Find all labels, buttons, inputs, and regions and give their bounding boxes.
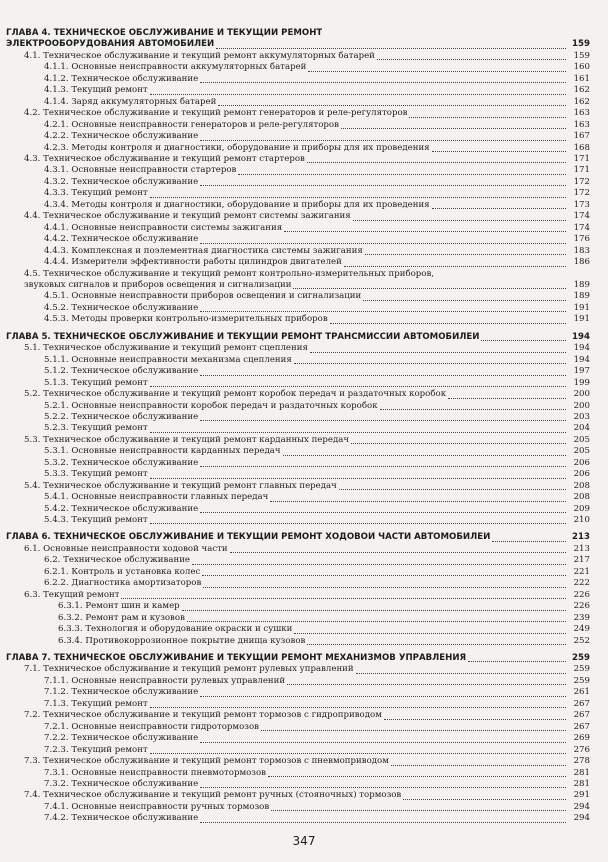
toc-entry: [6, 802, 590, 813]
toc-page-number: 206: [573, 469, 590, 480]
toc-dot-leader: [150, 197, 566, 198]
toc-dot-leader: [192, 564, 566, 565]
toc-entry-title: 5.4.2. Техническое обслуживание: [44, 503, 199, 514]
toc-entry: [6, 687, 590, 698]
toc-entry-title: 7.4. Техническое обслуживание и текущий ремонт ручных (стояночных) тормозов: [24, 790, 402, 801]
toc-entry-title: 4.1.4. Заряд аккумуляторных батарей: [44, 96, 217, 107]
toc-entry-title: 6.2.2. Диагностика амортизаторов: [44, 578, 202, 589]
toc-page-number: 267: [573, 710, 590, 721]
toc-entry: [6, 131, 590, 142]
toc-entry: [6, 269, 590, 280]
toc-entry-title: 7.2.1. Основные неисправности гидротормозов: [44, 721, 259, 732]
toc-page-number: 189: [573, 291, 590, 302]
toc-entry: [6, 722, 590, 733]
toc-entry: [6, 280, 590, 291]
toc-entry-title: ЭЛЕКТРООБОРУДОВАНИЯ АВТОМОБИЛЕЙ: [6, 39, 215, 50]
toc-entry-title: ГЛАВА 4. ТЕХНИЧЕСКОЕ ОБСЛУЖИВАНИЕ И ТЕКУЩИЙ РЕМОНТ: [6, 28, 323, 38]
toc-page-number: 163: [573, 119, 590, 130]
toc-page-number: 189: [573, 279, 590, 290]
toc-entry: [6, 200, 590, 211]
toc-entry: [6, 303, 590, 314]
toc-entry-title: 4.5.2. Техническое обслуживание: [44, 302, 199, 313]
toc-entry: [6, 246, 590, 257]
toc-entry: [6, 389, 590, 400]
toc-entry: [6, 676, 590, 687]
page-number: 347: [292, 834, 316, 848]
toc-entry: [6, 62, 590, 73]
toc-page-number: 210: [573, 515, 590, 526]
toc-entry: [6, 412, 590, 423]
toc-entry: [6, 85, 590, 96]
toc-entry-title: 7.1.3. Текущий ремонт: [44, 698, 148, 709]
toc-entry-title: 4.2. Техническое обслуживание и текущий ремонт генераторов и реле-регуляторов: [24, 108, 408, 119]
toc-entry-title: 5.3.3. Текущий ремонт: [44, 469, 148, 480]
toc-entry-title: 5.4.1. Основные неисправности главных передач: [44, 492, 269, 503]
toc-page-number: 191: [573, 314, 590, 325]
toc-dot-leader: [200, 822, 566, 823]
toc-entry-title: 4.3.3. Текущий ремонт: [44, 188, 148, 199]
toc-page-number: 194: [572, 331, 590, 342]
toc-entry: [6, 314, 590, 325]
toc-entry: [6, 578, 590, 589]
toc-entry-title: 5.3.2. Техническое обслуживание: [44, 457, 199, 468]
toc-entry: [6, 223, 590, 234]
toc-entry: [6, 108, 590, 119]
toc-page-number: 217: [573, 555, 590, 566]
toc-dot-leader: [202, 575, 566, 576]
toc-dot-leader: [121, 598, 566, 599]
toc-dot-leader: [150, 523, 566, 524]
toc-entry-title: 4.2.1. Основные неисправности генераторов и реле-регуляторов: [44, 119, 339, 130]
toc-entry: [6, 165, 590, 176]
toc-page-number: 259: [573, 664, 590, 675]
toc-entry-title: 5.4. Техническое обслуживание и текущий ремонт главных передач: [24, 480, 337, 491]
toc-entry: [6, 555, 590, 566]
toc-dot-leader: [150, 386, 566, 387]
toc-page-number: 174: [573, 211, 590, 222]
toc-entry-title: ГЛАВА 5. ТЕХНИЧЕСКОЕ ОБСЛУЖИВАНИЕ И ТЕКУЩИЙ РЕМОНТ ТРАНСМИССИИ АВТОМОБИЛЕЙ: [6, 331, 480, 342]
toc-page-number: 171: [573, 165, 590, 176]
toc-entry: [6, 515, 590, 526]
toc-dot-leader: [203, 587, 566, 588]
toc-dot-leader: [468, 661, 566, 662]
toc-entry-title: 7.4.1. Основные неисправности ручных тормозов: [44, 801, 270, 812]
toc-entry-title: 4.4.4. Измерители эффективности работы цилиндров двигателей: [44, 257, 342, 268]
toc-entry: [6, 177, 590, 188]
toc-entry-title: 7.3.2. Техническое обслуживание: [44, 779, 199, 789]
toc-dot-leader: [384, 719, 566, 720]
toc-entry: [6, 291, 590, 302]
toc-dot-leader: [150, 707, 566, 708]
toc-entry: [6, 458, 590, 469]
toc-entry-title: 4.1.3. Текущий ремонт: [44, 85, 148, 96]
toc-entry: [6, 664, 590, 675]
toc-entry-title: 4.3.4. Методы контроля и диагностики, оборудование и приборы для их проведения: [44, 199, 430, 210]
toc-entry-title: 7.3.1. Основные неисправности пневмотормозов: [44, 767, 267, 778]
toc-dot-leader: [238, 174, 566, 175]
toc-entry-title: 7.1.2. Техническое обслуживание: [44, 687, 199, 698]
toc-page-number: 259: [572, 653, 590, 664]
toc-dot-leader: [344, 266, 566, 267]
toc-page-number: 267: [573, 698, 590, 709]
toc-entry-title: 6.2.1. Контроль и установка колес: [44, 566, 201, 577]
toc-dot-leader: [356, 673, 566, 674]
toc-dot-leader: [330, 323, 566, 324]
toc-page-number: 200: [573, 400, 590, 411]
toc-entry: [6, 733, 590, 744]
toc-page-number: 213: [573, 543, 590, 554]
toc-page-number: 183: [573, 245, 590, 256]
toc-entry-title: 4.5. Техническое обслуживание и текущий ремонт контрольно-измерительных приборов,: [24, 268, 435, 279]
toc-page-number: 213: [572, 532, 590, 543]
toc-entry-title: 7.4.2. Техническое обслуживание: [44, 813, 199, 824]
toc-entry: [6, 97, 590, 108]
toc-page-number: 281: [573, 779, 590, 789]
toc-entry: [6, 790, 590, 801]
toc-entry: [6, 51, 590, 62]
toc-page-number: 294: [573, 801, 590, 812]
toc-dot-leader: [200, 742, 566, 743]
toc-entry-title: 5.2.2. Техническое обслуживание: [44, 411, 199, 422]
toc-entry-title: ГЛАВА 7. ТЕХНИЧЕСКОЕ ОБСЛУЖИВАНИЕ И ТЕКУЩИЙ РЕМОНТ МЕХАНИЗМОВ УПРАВЛЕНИЯ: [6, 653, 467, 664]
toc-entry: [6, 624, 590, 635]
toc-dot-leader: [391, 765, 566, 766]
toc-page-number: 159: [573, 50, 590, 61]
toc-page-number: 281: [573, 767, 590, 778]
toc-entry-title: 4.5.1. Основные неисправности приборов освещения и сигнализации: [44, 291, 362, 302]
toc-page-number: 173: [573, 199, 590, 210]
toc-chapter-heading: [6, 332, 590, 343]
toc-page-number: 259: [573, 675, 590, 686]
toc-dot-leader: [230, 552, 566, 553]
toc-entry-title: 4.4.1. Основные неисправности системы зажигания: [44, 222, 283, 233]
toc-dot-leader: [200, 512, 566, 513]
toc-page-number: 163: [573, 108, 590, 119]
toc-dot-leader: [293, 288, 566, 289]
toc-entry: [6, 366, 590, 377]
toc-page-number: 261: [573, 687, 590, 698]
toc-entry-title: 4.3.2. Техническое обслуживание: [44, 176, 199, 187]
toc-entry-title: 7.2. Техническое обслуживание и текущий ремонт тормозов с гидроприводом: [24, 710, 382, 721]
toc-entry-title: звуковых сигналов и приборов освещения и сигнализации: [24, 279, 292, 290]
toc-dot-leader: [403, 799, 566, 800]
toc-entry-title: 6.1. Основные неисправности ходовой части: [24, 543, 228, 554]
toc-dot-leader: [200, 82, 566, 83]
toc-chapter-heading: [6, 532, 590, 543]
toc-chapter-heading: [6, 28, 590, 39]
toc-entry: [6, 378, 590, 389]
toc-page-number: 176: [573, 234, 590, 245]
toc-dot-leader: [432, 208, 566, 209]
toc-entry-title: ГЛАВА 6. ТЕХНИЧЕСКОЕ ОБСЛУЖИВАНИЕ И ТЕКУЩИЙ РЕМОНТ ХОДОВОЙ ЧАСТИ АВТОМОБИЛЕЙ: [6, 532, 491, 543]
toc-entry-title: 4.1. Техническое обслуживание и текущий ремонт аккумуляторных батарей: [24, 50, 375, 61]
toc-entry-title: 5.1.3. Текущий ремонт: [44, 377, 148, 388]
toc-dot-leader: [363, 300, 566, 301]
table-of-contents: [6, 28, 590, 825]
toc-page-number: 159: [572, 39, 590, 50]
toc-dot-leader: [150, 478, 566, 479]
toc-entry: [6, 504, 590, 515]
toc-page-number: 278: [573, 756, 590, 767]
toc-entry-title: 5.2.3. Текущий ремонт: [44, 423, 148, 434]
toc-page-number: 252: [573, 635, 590, 646]
toc-page-number: 209: [573, 503, 590, 514]
toc-dot-leader: [308, 71, 566, 72]
toc-dot-leader: [365, 254, 566, 255]
toc-dot-leader: [380, 409, 566, 410]
toc-entry-title: 7.3. Техническое обслуживание и текущий ремонт тормозов с пневмоприводом: [24, 756, 389, 767]
toc-dot-leader: [339, 489, 566, 490]
toc-page-number: 239: [573, 612, 590, 623]
toc-entry-title: 5.1. Техническое обслуживание и текущий ремонт сцепления: [24, 343, 308, 354]
toc-entry: [6, 401, 590, 412]
toc-dot-leader: [284, 231, 566, 232]
toc-entry: [6, 590, 590, 601]
toc-page-number: 204: [573, 423, 590, 434]
toc-entry: [6, 343, 590, 354]
toc-page-number: 194: [573, 354, 590, 365]
toc-page-number: 208: [573, 492, 590, 503]
toc-entry-title: 6.3.4. Противокоррозионное покрытие днища кузовов: [58, 635, 306, 646]
toc-dot-leader: [353, 220, 566, 221]
toc-entry: [6, 756, 590, 767]
toc-dot-leader: [271, 810, 566, 811]
toc-page-number: 226: [573, 589, 590, 600]
toc-dot-leader: [200, 185, 566, 186]
toc-entry-title: 5.4.3. Текущий ремонт: [44, 515, 148, 526]
toc-dot-leader: [377, 59, 566, 60]
toc-dot-leader: [283, 455, 566, 456]
toc-entry: [6, 768, 590, 779]
toc-dot-leader: [448, 398, 566, 399]
toc-page-number: 291: [573, 790, 590, 801]
toc-entry: [6, 699, 590, 710]
toc-entry-title: 7.1.1. Основные неисправности рулевых управлений: [44, 675, 286, 686]
toc-page-number: 226: [573, 601, 590, 612]
toc-page-number: 186: [573, 257, 590, 268]
toc-dot-leader: [310, 352, 566, 353]
toc-dot-leader: [294, 633, 566, 634]
toc-entry: [6, 544, 590, 555]
toc-dot-leader: [432, 151, 566, 152]
toc-entry-title: 6.3. Текущий ремонт: [24, 589, 120, 600]
toc-entry: [6, 446, 590, 457]
toc-entry: [6, 469, 590, 480]
toc-entry: [6, 435, 590, 446]
toc-page-number: 172: [573, 176, 590, 187]
toc-entry-title: 4.3. Техническое обслуживание и текущий ремонт стартеров: [24, 153, 305, 164]
toc-entry-title: 7.1. Техническое обслуживание и текущий ремонт рулевых управлений: [24, 664, 354, 675]
toc-entry: [6, 188, 590, 199]
toc-chapter-heading: [6, 39, 590, 50]
toc-dot-leader: [216, 48, 566, 49]
toc-entry: [6, 481, 590, 492]
toc-dot-leader: [268, 776, 566, 777]
toc-entry: [6, 613, 590, 624]
toc-page-number: 205: [573, 434, 590, 445]
toc-entry-title: 4.5.3. Методы проверки контрольно-измерительных приборов: [44, 314, 328, 325]
toc-entry: [6, 492, 590, 503]
toc-page-number: 199: [573, 377, 590, 388]
toc-dot-leader: [307, 644, 566, 645]
toc-page-number: 171: [573, 153, 590, 164]
toc-entry-title: 4.4.3. Комплексная и поэлементная диагностика системы зажигания: [44, 245, 363, 256]
toc-entry: [6, 710, 590, 721]
toc-page-number: 172: [573, 188, 590, 199]
toc-dot-leader: [409, 117, 566, 118]
toc-entry: [6, 779, 590, 790]
toc-entry-title: 5.1.2. Техническое обслуживание: [44, 366, 199, 377]
toc-page-number: 191: [573, 302, 590, 313]
toc-page-number: 276: [573, 744, 590, 755]
toc-chapter-heading: [6, 653, 590, 664]
toc-entry: [6, 423, 590, 434]
toc-entry: [6, 74, 590, 85]
toc-page-number: 168: [573, 142, 590, 153]
toc-dot-leader: [150, 94, 566, 95]
toc-dot-leader: [200, 140, 566, 141]
toc-entry-title: 4.2.3. Методы контроля и диагностики, оборудование и приборы для их проведения: [44, 142, 430, 153]
toc-entry-title: 5.3.1. Основные неисправности карданных передач: [44, 446, 281, 457]
toc-page-number: 162: [573, 85, 590, 96]
toc-entry-title: 7.2.3. Текущий ремонт: [44, 744, 148, 755]
toc-entry-title: 6.3.3. Технология и оборудование окраски и сушки: [58, 624, 293, 635]
toc-page-number: 249: [573, 624, 590, 635]
toc-entry-title: 6.2. Техническое обслуживание: [44, 555, 191, 566]
toc-page-number: 267: [573, 721, 590, 732]
toc-page-number: 203: [573, 411, 590, 422]
toc-dot-leader: [200, 311, 566, 312]
toc-page-number: 222: [573, 578, 590, 589]
toc-page-number: 206: [573, 457, 590, 468]
toc-entry: [6, 154, 590, 165]
toc-dot-leader: [150, 432, 566, 433]
toc-page-number: 221: [573, 566, 590, 577]
toc-page-number: 205: [573, 446, 590, 457]
toc-page-number: 197: [573, 366, 590, 377]
toc-dot-leader: [150, 753, 566, 754]
toc-dot-leader: [187, 621, 566, 622]
toc-dot-leader: [341, 128, 566, 129]
toc-entry-title: 7.2.2. Техническое обслуживание: [44, 733, 199, 744]
toc-entry-title: 6.3.2. Ремонт рам и кузовов: [58, 612, 185, 623]
toc-entry-title: 4.1.2. Техническое обслуживание: [44, 73, 199, 84]
toc-page-number: 174: [573, 222, 590, 233]
toc-dot-leader: [307, 162, 566, 163]
toc-dot-leader: [481, 340, 566, 341]
toc-dot-leader: [287, 684, 566, 685]
toc-entry: [6, 813, 590, 824]
toc-dot-leader: [492, 541, 566, 542]
toc-dot-leader: [218, 105, 566, 106]
toc-entry-title: 4.3.1. Основные неисправности стартеров: [44, 165, 237, 176]
toc-page-number: 194: [573, 343, 590, 354]
toc-dot-leader: [261, 730, 566, 731]
toc-page-number: 269: [573, 733, 590, 744]
toc-entry: [6, 636, 590, 647]
toc-dot-leader: [182, 610, 566, 611]
toc-entry-title: 5.2. Техническое обслуживание и текущий ремонт коробок передач и раздаточных коробок: [24, 389, 447, 400]
toc-dot-leader: [294, 363, 566, 364]
toc-dot-leader: [270, 501, 566, 502]
toc-dot-leader: [200, 243, 566, 244]
toc-entry: [6, 355, 590, 366]
toc-entry: [6, 120, 590, 131]
toc-page-number: 160: [573, 62, 590, 73]
toc-entry-title: 5.2.1. Основные неисправности коробок передач и раздаточных коробок: [44, 400, 378, 411]
toc-page-number: 167: [573, 131, 590, 142]
toc-dot-leader: [351, 443, 566, 444]
toc-page-number: 200: [573, 389, 590, 400]
toc-entry-title: 5.1.1. Основные неисправности механизма сцепления: [44, 354, 292, 365]
toc-entry: [6, 745, 590, 756]
toc-page-number: 294: [573, 813, 590, 824]
toc-entry-title: 6.3.1. Ремонт шин и камер: [58, 601, 180, 612]
toc-entry: [6, 257, 590, 268]
toc-entry: [6, 567, 590, 578]
toc-dot-leader: [200, 375, 566, 376]
toc-page-number: 161: [573, 73, 590, 84]
toc-dot-leader: [200, 466, 566, 467]
toc-page-number: 208: [573, 480, 590, 491]
toc-entry-title: 4.4. Техническое обслуживание и текущий ремонт системы зажигания: [24, 211, 351, 222]
toc-entry: [6, 234, 590, 245]
toc-entry: [6, 143, 590, 154]
toc-page-number: 162: [573, 96, 590, 107]
toc-dot-leader: [200, 420, 566, 421]
toc-dot-leader: [200, 787, 566, 788]
toc-dot-leader: [200, 696, 566, 697]
toc-entry: [6, 211, 590, 222]
toc-entry-title: 4.4.2. Техническое обслуживание: [44, 234, 199, 245]
toc-entry: [6, 601, 590, 612]
toc-entry-title: 4.1.1. Основные неисправности аккумуляторных батарей: [44, 62, 307, 73]
toc-entry-title: 5.3. Техническое обслуживание и текущий ремонт карданных передач: [24, 434, 350, 445]
toc-entry-title: 4.2.2. Техническое обслуживание: [44, 131, 199, 142]
